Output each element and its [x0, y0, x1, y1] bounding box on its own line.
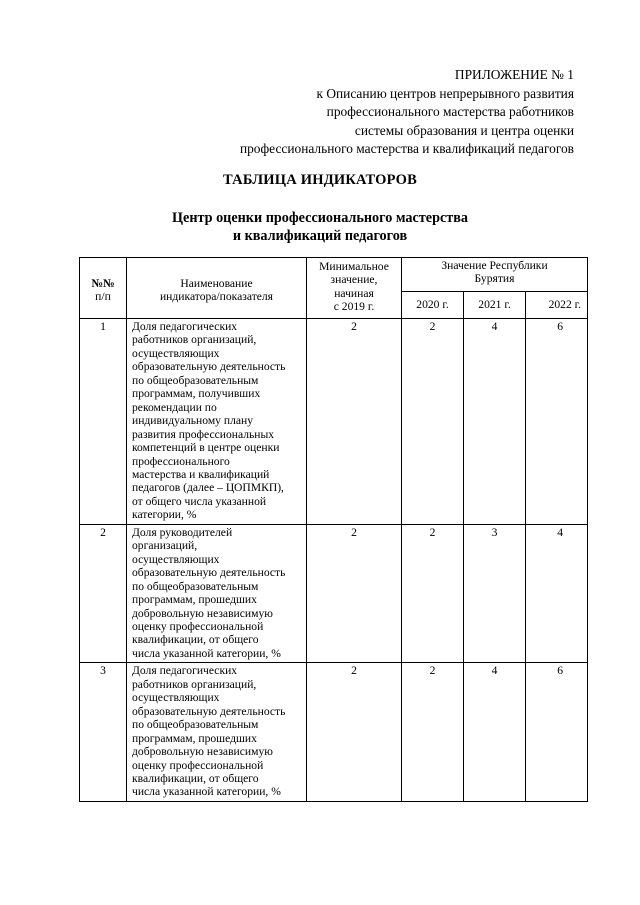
header-number-symbol: №№: [91, 276, 115, 290]
appendix-line: ПРИЛОЖЕНИЕ № 1: [454, 67, 574, 82]
indicator-line: по общеобразовательным: [132, 579, 259, 593]
indicator-line: Доля руководителей: [132, 525, 233, 539]
indicator-line: работников организаций,: [132, 333, 257, 347]
row-indicator-name: [127, 663, 307, 802]
row-value-2021: 4: [464, 663, 526, 802]
indicator-line: от общего числа указанной: [132, 494, 267, 508]
indicator-line: осуществляющих: [132, 552, 220, 566]
document-title: ТАБЛИЦА ИНДИКАТОРОВ: [223, 172, 417, 188]
header-min-line: с 2019 г.: [333, 300, 375, 314]
row-number: 2: [80, 524, 127, 663]
indicator-line: организаций,: [132, 539, 198, 553]
indicator-line: осуществляющих: [132, 346, 220, 360]
header-indicator-name: [127, 258, 307, 319]
indicator-line: по общеобразовательным: [132, 718, 259, 732]
indicator-line: добровольную независимую: [132, 745, 273, 759]
header-year-2022: 2022 г.: [526, 292, 588, 319]
header-value-line: Бурятия: [474, 272, 515, 286]
table-row: [80, 319, 588, 525]
row-value-2020: 2: [402, 663, 464, 802]
row-value-2022: 4: [526, 524, 588, 663]
table-header-row: [80, 258, 588, 292]
indicator-line: осуществляющих: [132, 691, 220, 705]
row-value-2022: 6: [526, 319, 588, 525]
header-value-line: Значение Республики: [441, 259, 548, 272]
row-indicator-name: [127, 524, 307, 663]
indicator-line: квалификации, от общего: [132, 633, 259, 647]
table-row: [80, 663, 588, 802]
indicator-line: Доля педагогических: [132, 320, 238, 333]
table-row: [80, 524, 588, 663]
appendix-line: профессионального мастерства и квалификаций педагогов: [239, 141, 574, 157]
indicator-line: индивидуальному плану: [132, 414, 254, 428]
appendix-line: к Описанию центров непрерывного развития: [316, 85, 574, 101]
header-min-value: [307, 258, 402, 319]
header-min-line: Минимальное: [319, 260, 389, 273]
header-min-line: значение,: [330, 273, 378, 287]
subtitle-line: и квалификаций педагогов: [232, 228, 408, 244]
row-number: 3: [80, 663, 127, 802]
row-value-2021: 3: [464, 524, 526, 663]
row-number: 1: [80, 319, 127, 525]
indicators-table: [79, 257, 588, 802]
row-min-value: 2: [307, 663, 402, 802]
indicator-line: числа указанной категории, %: [132, 785, 281, 799]
indicator-line: образовательную деятельность: [132, 566, 286, 580]
indicator-line: работников организаций,: [132, 677, 257, 691]
header-republic-value: [402, 258, 588, 292]
header-number-label: п/п: [95, 290, 111, 303]
indicator-line: образовательную деятельность: [132, 704, 286, 718]
indicator-line: педагогов (далее – ЦОПМКП),: [132, 481, 284, 495]
indicator-line: программам, прошедших: [132, 731, 257, 745]
document-subtitle: [0, 209, 640, 245]
header-number: [80, 258, 127, 319]
indicator-line: Доля педагогических: [132, 664, 238, 678]
indicator-line: категории, %: [132, 508, 197, 522]
row-value-2021: 4: [464, 319, 526, 525]
indicator-line: числа указанной категории, %: [132, 646, 281, 660]
header-year-2020: 2020 г.: [402, 292, 464, 319]
indicator-line: программам, получивших: [132, 387, 261, 401]
appendix-header: [240, 66, 574, 159]
indicator-line: добровольную независимую: [132, 606, 273, 620]
indicator-line: по общеобразовательным: [132, 373, 259, 387]
indicator-line: компетенций в центре оценки: [132, 441, 280, 455]
indicator-line: программам, прошедших: [132, 593, 257, 607]
row-min-value: 2: [307, 524, 402, 663]
appendix-line: профессионального мастерства работников: [326, 104, 574, 120]
header-year-2021: 2021 г.: [464, 292, 526, 319]
row-value-2022: 6: [526, 663, 588, 802]
header-min-line: начиная: [334, 286, 374, 300]
row-indicator-name: [127, 319, 307, 525]
row-value-2020: 2: [402, 524, 464, 663]
subtitle-line: Центр оценки профессионального мастерства: [171, 210, 469, 226]
indicator-line: развития профессиональных: [132, 427, 275, 441]
appendix-line: системы образования и центра оценки: [354, 122, 574, 138]
indicator-line: рекомендации по: [132, 400, 217, 414]
row-min-value: 2: [307, 319, 402, 525]
indicator-line: образовательную деятельность: [132, 360, 286, 374]
row-value-2020: 2: [402, 319, 464, 525]
indicator-line: оценку профессиональной: [132, 619, 264, 633]
header-name-line: индикатора/показателя: [159, 290, 274, 303]
indicator-line: квалификации, от общего: [132, 771, 259, 785]
indicator-line: профессионального: [132, 454, 230, 468]
indicator-line: оценку профессиональной: [132, 758, 264, 772]
indicator-line: мастерства и квалификаций: [132, 467, 270, 481]
header-name-line: Наименование: [180, 276, 253, 290]
